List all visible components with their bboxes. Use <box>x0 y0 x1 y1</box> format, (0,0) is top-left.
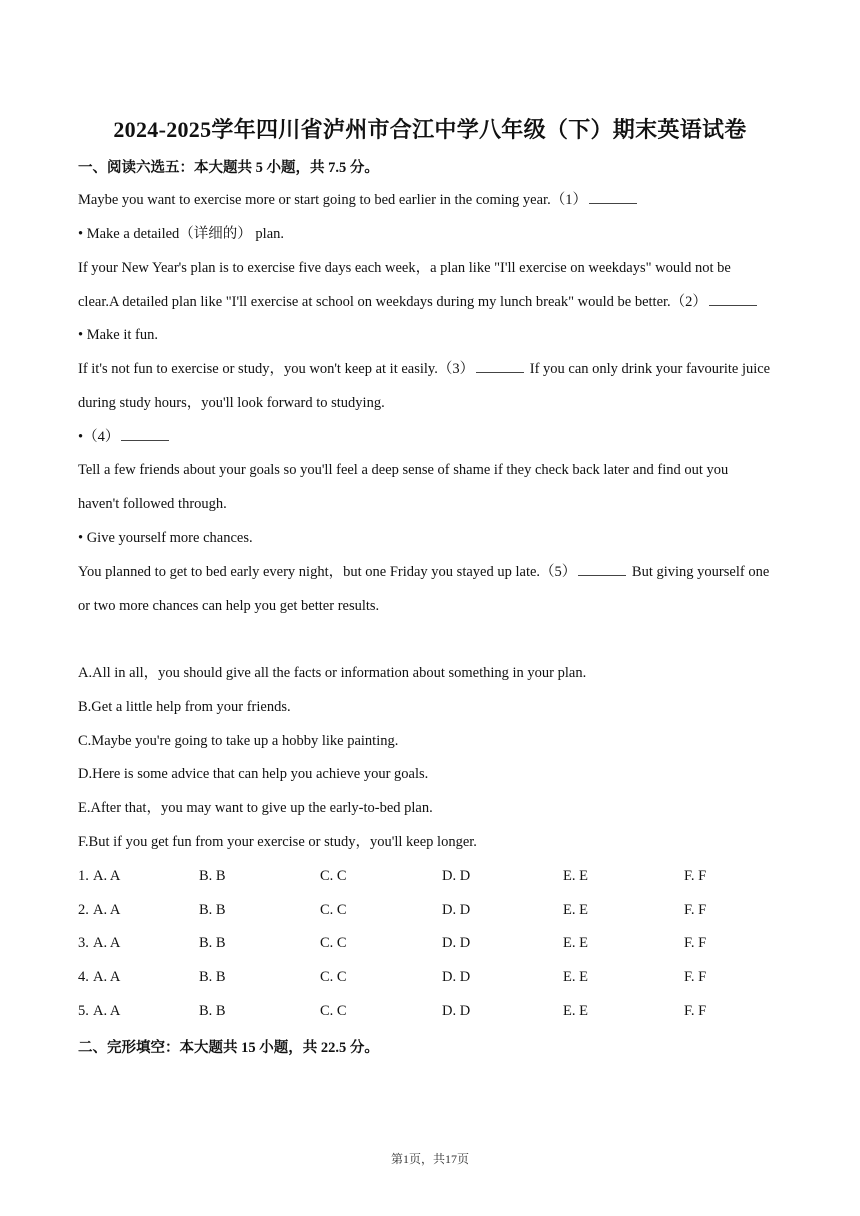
document-title: 2024-2025学年四川省泸州市合江中学八年级（下）期末英语试卷 <box>113 117 747 142</box>
question-row-5 <box>78 1001 784 1021</box>
passage-line-5b: or two more chances can help you get better results. <box>78 598 380 614</box>
choice-b[interactable]: B. B <box>199 868 226 884</box>
passage-line-1 <box>78 190 784 210</box>
passage-text: clear.A detailed plan like "I'll exercise at school on weekdays during my lunch break" would be better.（2） <box>78 294 707 310</box>
choice-b[interactable]: B. B <box>199 935 226 951</box>
question-number: 4. <box>78 969 89 985</box>
passage-text: If it's not fun to exercise or study，you won't keep at it easily.（3） <box>78 361 475 377</box>
choice-c[interactable]: C. C <box>320 1003 347 1019</box>
passage-line-2b <box>78 292 784 312</box>
choice-e[interactable]: E. E <box>563 1003 588 1019</box>
passage-text: But giving yourself one <box>628 564 770 580</box>
question-row-3 <box>78 933 784 953</box>
choice-c[interactable]: C. C <box>320 868 347 884</box>
option-d: D.Here is some advice that can help you achieve your goals. <box>78 766 429 782</box>
passage-heading-1: • Make a detailed（详细的） plan. <box>78 226 285 242</box>
passage-line-3a <box>78 359 784 379</box>
passage-line-4b: haven't followed through. <box>78 496 227 512</box>
choice-f[interactable]: F. F <box>684 868 707 884</box>
answer-blank-4 <box>121 428 169 441</box>
answer-blank-1 <box>589 191 637 204</box>
choice-f[interactable]: F. F <box>684 969 707 985</box>
passage-line-2a: If your New Year's plan is to exercise five days each week，a plan like "I'll exercise on weekdays" would not be <box>78 260 731 276</box>
choice-d[interactable]: D. D <box>442 935 471 951</box>
answer-blank-2 <box>709 293 757 306</box>
option-f: F.But if you get fun from your exercise or study，you'll keep longer. <box>78 834 477 850</box>
passage-text: Maybe you want to exercise more or start going to bed earlier in the coming year.（1） <box>78 192 587 208</box>
answer-blank-5 <box>578 563 626 576</box>
choice-a[interactable]: A. A <box>93 935 121 951</box>
question-number: 2. <box>78 902 89 918</box>
question-number: 1. <box>78 868 89 884</box>
passage-line-5a <box>78 562 784 582</box>
passage-text: If you can only drink your favourite juice <box>526 361 771 377</box>
choice-c[interactable]: C. C <box>320 969 347 985</box>
question-number: 5. <box>78 1003 89 1019</box>
passage-heading-3 <box>78 427 784 447</box>
question-row-4 <box>78 967 784 987</box>
choice-f[interactable]: F. F <box>684 935 707 951</box>
choice-f[interactable]: F. F <box>684 1003 707 1019</box>
choice-a[interactable]: A. A <box>93 969 121 985</box>
answer-blank-3 <box>476 360 524 373</box>
passage-text: •（4） <box>78 429 120 445</box>
choice-d[interactable]: D. D <box>442 969 471 985</box>
passage-line-4a: Tell a few friends about your goals so you'll feel a deep sense of shame if they check back later and find out you <box>78 462 729 478</box>
option-a: A.All in all，you should give all the facts or information about something in your plan. <box>78 665 587 681</box>
choice-a[interactable]: A. A <box>93 868 121 884</box>
choice-d[interactable]: D. D <box>442 902 471 918</box>
choice-e[interactable]: E. E <box>563 935 588 951</box>
choice-b[interactable]: B. B <box>199 969 226 985</box>
choice-c[interactable]: C. C <box>320 902 347 918</box>
option-c: C.Maybe you're going to take up a hobby like painting. <box>78 733 399 749</box>
choice-b[interactable]: B. B <box>199 902 226 918</box>
choice-e[interactable]: E. E <box>563 969 588 985</box>
section-2-heading: 二、完形填空：本大题共 15 小题，共 22.5 分。 <box>78 1040 379 1056</box>
passage-text: You planned to get to bed early every night，but one Friday you stayed up late.（5） <box>78 564 577 580</box>
passage-line-3b: during study hours，you'll look forward to studying. <box>78 395 385 411</box>
section-1-heading: 一、阅读六选五：本大题共 5 小题，共 7.5 分。 <box>78 160 379 176</box>
question-number: 3. <box>78 935 89 951</box>
option-e: E.After that，you may want to give up the early-to-bed plan. <box>78 800 433 816</box>
choice-d[interactable]: D. D <box>442 1003 471 1019</box>
question-row-1 <box>78 866 784 886</box>
choice-e[interactable]: E. E <box>563 902 588 918</box>
option-b: B.Get a little help from your friends. <box>78 699 291 715</box>
choice-b[interactable]: B. B <box>199 1003 226 1019</box>
passage-heading-4: • Give yourself more chances. <box>78 530 253 546</box>
choice-d[interactable]: D. D <box>442 868 471 884</box>
page-footer: 第1页，共17页 <box>390 1152 469 1166</box>
choice-a[interactable]: A. A <box>93 902 121 918</box>
choice-f[interactable]: F. F <box>684 902 707 918</box>
choice-c[interactable]: C. C <box>320 935 347 951</box>
choice-a[interactable]: A. A <box>93 1003 121 1019</box>
question-row-2 <box>78 900 784 920</box>
choice-e[interactable]: E. E <box>563 868 588 884</box>
passage-heading-2: • Make it fun. <box>78 327 158 343</box>
